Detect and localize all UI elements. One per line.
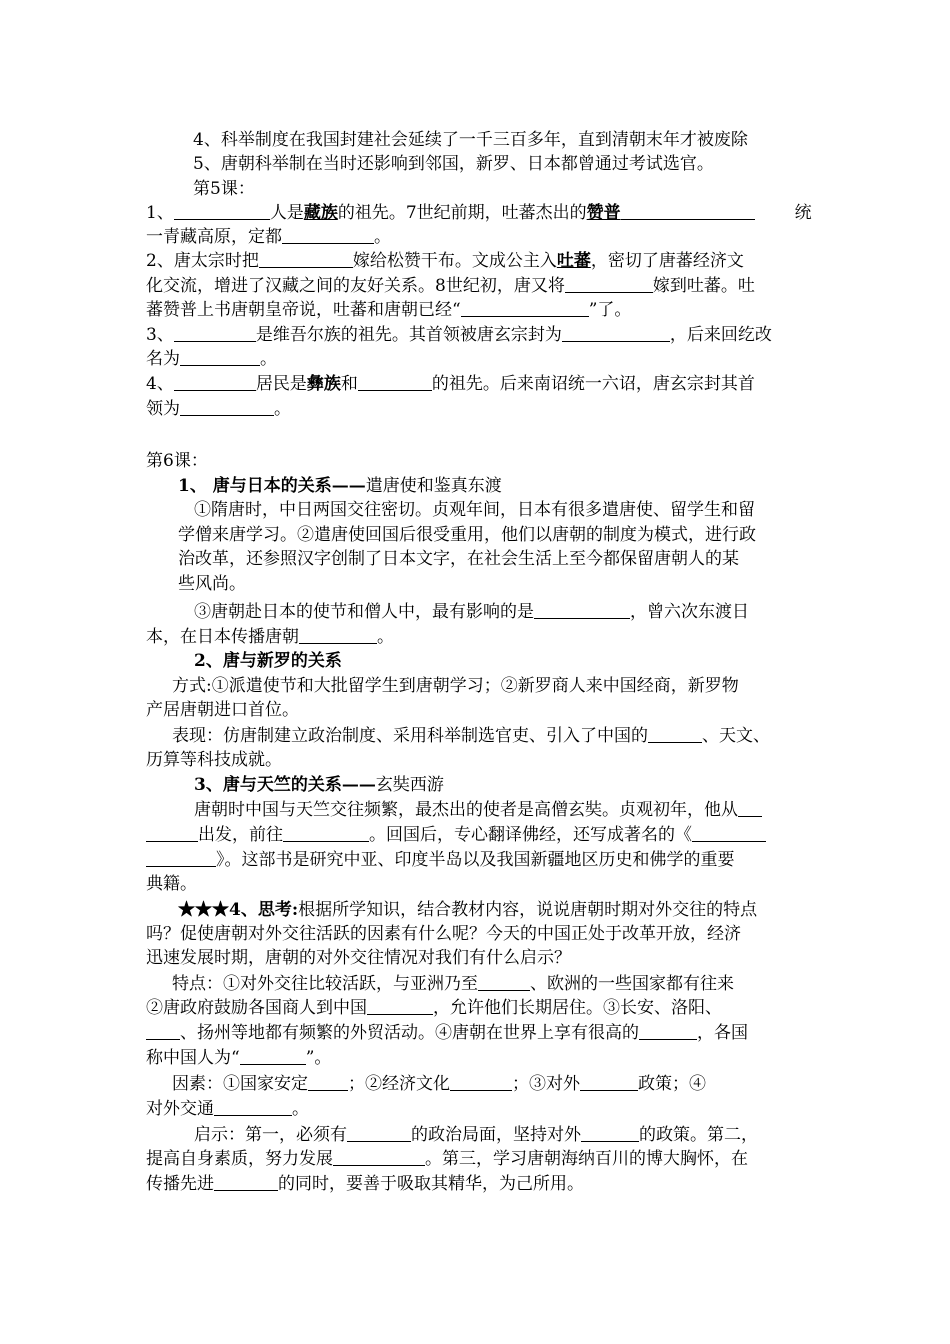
fill-blank	[214, 1173, 278, 1191]
text-line	[194, 1123, 758, 1147]
text-segment: 嫁给松赞干布。文成公主入	[352, 251, 557, 271]
text-line	[146, 698, 299, 722]
text-segment: 4、	[146, 374, 174, 394]
fill-blank	[240, 1047, 306, 1065]
text-segment: 典籍。	[146, 874, 197, 894]
text-segment: 迅速发展时期，唐朝的对外交往情况对我们有什么启示？	[146, 948, 571, 968]
text-segment: 。回国后，专心翻译佛经，还写成著名的《	[369, 825, 692, 845]
text-line	[146, 1147, 748, 1171]
fill-blank	[358, 373, 432, 391]
text-segment: 。	[274, 399, 291, 419]
lesson-heading	[146, 449, 208, 473]
text-line	[146, 1046, 331, 1070]
text-segment: ③唐朝赴日本的使节和僧人中，最有影响的是	[194, 602, 534, 622]
fill-blank	[648, 725, 702, 743]
text-segment: ②唐政府鼓励各国商人到中国	[146, 998, 367, 1018]
text-segment: 和	[340, 374, 358, 394]
section-heading	[194, 649, 342, 673]
fill-blank	[180, 348, 260, 366]
text-segment: 出发，前往	[198, 825, 283, 845]
fill-blank	[146, 1022, 180, 1040]
text-line	[172, 724, 770, 748]
text-line	[146, 996, 722, 1020]
text-line	[194, 498, 755, 522]
fill-blank	[259, 250, 353, 268]
fill-blank	[367, 997, 433, 1015]
text-segment: 4、科举制度在我国封建社会延续了一千三百多年，直到清朝末年才被废除	[193, 130, 748, 150]
text-segment: 。第三，学习唐朝海纳百川的博大胸怀，在	[425, 1149, 748, 1169]
fill-blank	[478, 973, 530, 991]
text-line	[146, 323, 772, 347]
text-segment: 政策；④	[638, 1074, 706, 1094]
keyword: 藏族	[303, 203, 338, 223]
fill-blank	[282, 226, 374, 244]
text-segment: 产居唐朝进口首位。	[146, 700, 299, 720]
text-line	[193, 128, 748, 152]
fill-blank	[333, 1148, 425, 1166]
section-heading	[178, 474, 502, 498]
text-segment: 玄奘西游	[375, 775, 444, 795]
fill-blank	[174, 202, 270, 220]
keyword: 赞普	[586, 203, 621, 223]
text-segment: 一青藏高原，定都	[146, 227, 282, 247]
text-segment: 3、	[146, 325, 174, 345]
text-segment: ，密切了唐蕃经济文	[590, 251, 744, 271]
text-segment: 、天文、	[702, 726, 770, 746]
text-segment: 的祖先。7世纪前期，吐蕃杰出的	[337, 203, 587, 223]
fill-blank	[174, 373, 256, 391]
text-segment: 的同时，要善于吸取其精华，为己所用。	[278, 1174, 584, 1194]
fill-blank	[146, 824, 198, 842]
text-line	[193, 152, 714, 176]
text-segment: ，允许他们长期居住。③长安、洛阳、	[433, 998, 722, 1018]
fill-blank	[692, 824, 766, 842]
text-segment: 、欧洲的一些国家都有往来	[530, 974, 734, 994]
text-line	[146, 298, 631, 322]
fill-blank	[581, 1124, 639, 1142]
text-line	[172, 972, 734, 996]
keyword: 吐蕃	[556, 251, 591, 271]
text-line	[194, 798, 762, 822]
text-segment: 唐朝时中国与天竺交往频繁，最杰出的使者是高僧玄奘。贞观初年，他从	[194, 800, 738, 820]
text-line	[178, 547, 739, 571]
text-line	[146, 274, 755, 298]
text-line	[178, 572, 246, 596]
text-line	[146, 748, 282, 772]
text-segment: 1、 唐与日本的关系——	[178, 476, 366, 496]
text-segment: 人是	[269, 203, 304, 223]
fill-blank	[180, 398, 274, 416]
text-segment: 2、唐太宗时把	[146, 251, 259, 271]
fill-blank	[565, 275, 653, 293]
text-segment: 2、唐与新罗的关系	[194, 651, 342, 671]
text-line	[146, 347, 277, 371]
text-segment: 3、唐与天竺的关系——	[194, 775, 376, 795]
text-line	[146, 1172, 584, 1196]
text-segment: ①隋唐时，中日两国交往密切。贞观年间，日本有很多遣唐使、留学生和留	[194, 500, 755, 520]
lesson-heading	[193, 177, 255, 201]
text-segment: 提高自身素质，努力发展	[146, 1149, 333, 1169]
section-heading	[178, 898, 757, 922]
text-segment: ，曾六次东渡日	[630, 602, 749, 622]
fill-blank	[639, 1022, 697, 1040]
text-segment: 治改革，还参照汉字创制了日本文字，在社会生活上至今都保留唐朝人的某	[178, 549, 739, 569]
text-line	[178, 523, 756, 547]
text-segment: 些风尚。	[178, 574, 246, 594]
text-line	[146, 922, 741, 946]
text-line	[146, 848, 735, 872]
text-line	[146, 397, 291, 421]
text-segment: ”了。	[588, 300, 632, 320]
text-segment: ，各国	[697, 1023, 748, 1043]
text-segment: 蕃赞普上书唐朝皇帝说，吐蕃和唐朝已经“	[146, 300, 461, 320]
text-segment: 第6课：	[146, 451, 208, 471]
text-segment: 5、唐朝科举制在当时还影响到邻国，新罗、日本都曾通过考试选官。	[193, 154, 714, 174]
fill-blank	[562, 324, 670, 342]
keyword: 彝族	[306, 374, 341, 394]
text-segment: 的政策。第二，	[639, 1125, 758, 1145]
fill-blank	[283, 824, 369, 842]
fill-blank	[580, 1073, 638, 1091]
text-segment: ★★★4、思考:	[178, 900, 299, 920]
text-line	[172, 674, 739, 698]
text-segment: 遣唐使和鉴真东渡	[365, 476, 502, 496]
text-segment: ；②经济文化	[348, 1074, 450, 1094]
fill-blank	[299, 626, 377, 644]
text-segment: 。	[260, 349, 277, 369]
text-segment: 表现：仿唐制建立政治制度、采用科举制选官吏、引入了中国的	[172, 726, 648, 746]
text-segment: 启示：第一，必须有	[194, 1125, 347, 1145]
text-line	[146, 823, 766, 847]
text-segment: 传播先进	[146, 1174, 214, 1194]
text-segment: 本，在日本传播唐朝	[146, 627, 299, 647]
text-segment: 》。这部书是研究中亚、印度半岛以及我国新疆地区历史和佛学的重要	[216, 850, 735, 870]
text-line	[146, 1021, 748, 1045]
fill-blank	[738, 799, 762, 817]
text-segment: 是维吾尔族的祖先。其首领被唐玄宗封为	[255, 325, 562, 345]
text-segment: 因素：①国家安定	[172, 1074, 308, 1094]
text-line	[146, 872, 197, 896]
fill-blank	[214, 1098, 292, 1116]
text-segment: ”。	[305, 1048, 332, 1068]
fill-blank	[347, 1124, 411, 1142]
text-line	[146, 946, 571, 970]
text-line	[146, 625, 394, 649]
text-segment: 。	[292, 1099, 309, 1119]
text-line	[146, 372, 755, 396]
text-line	[146, 225, 391, 249]
text-segment: 对外交通	[146, 1099, 214, 1119]
text-segment: 、扬州等地都有频繁的外贸活动。④唐朝在世界上享有很高的	[180, 1023, 639, 1043]
text-line	[194, 600, 749, 624]
text-segment: 根据所学知识，结合教材内容，说说唐朝时期对外交往的特点	[298, 900, 758, 920]
section-heading	[194, 773, 444, 797]
text-line	[146, 201, 812, 225]
text-segment: 历算等科技成就。	[146, 750, 282, 770]
text-segment: 1、	[146, 203, 174, 223]
fill-blank	[450, 1073, 512, 1091]
fill-blank	[461, 299, 589, 317]
text-line	[146, 1097, 309, 1121]
text-segment: 称中国人为“	[146, 1048, 240, 1068]
fill-blank	[534, 601, 630, 619]
text-segment: 方式:①派遣使节和大批留学生到唐朝学习；②新罗商人来中国经商，新罗物	[172, 676, 739, 696]
text-segment: 居民是	[255, 374, 307, 394]
text-segment: 特点：①对外交往比较活跃，与亚洲乃至	[172, 974, 478, 994]
fill-blank	[174, 324, 256, 342]
text-line	[172, 1072, 706, 1096]
fill-blank	[621, 202, 755, 220]
text-segment: 。	[374, 227, 391, 247]
text-segment: 学僧来唐学习。②遣唐使回国后很受重用，他们以唐朝的制度为模式，进行政	[178, 525, 756, 545]
fill-blank	[146, 849, 216, 867]
text-segment: 。	[377, 627, 394, 647]
text-segment: 领为	[146, 399, 180, 419]
text-segment: 统	[794, 203, 812, 223]
text-segment: 名为	[146, 349, 180, 369]
fill-blank	[308, 1073, 348, 1091]
text-segment: 的政治局面，坚持对外	[411, 1125, 581, 1145]
text-segment: ，后来回纥改	[669, 325, 772, 345]
text-segment: 第5课：	[193, 179, 255, 199]
text-line	[146, 249, 744, 273]
text-segment: 嫁到吐蕃。吐	[652, 276, 755, 296]
text-segment: ；③对外	[512, 1074, 580, 1094]
text-segment: 化交流，增进了汉藏之间的友好关系。8世纪初，唐又将	[146, 276, 565, 296]
text-segment: 的祖先。后来南诏统一六诏，唐玄宗封其首	[431, 374, 755, 394]
text-segment: 吗？促使唐朝对外交往活跃的因素有什么呢？今天的中国正处于改革开放，经济	[146, 924, 741, 944]
